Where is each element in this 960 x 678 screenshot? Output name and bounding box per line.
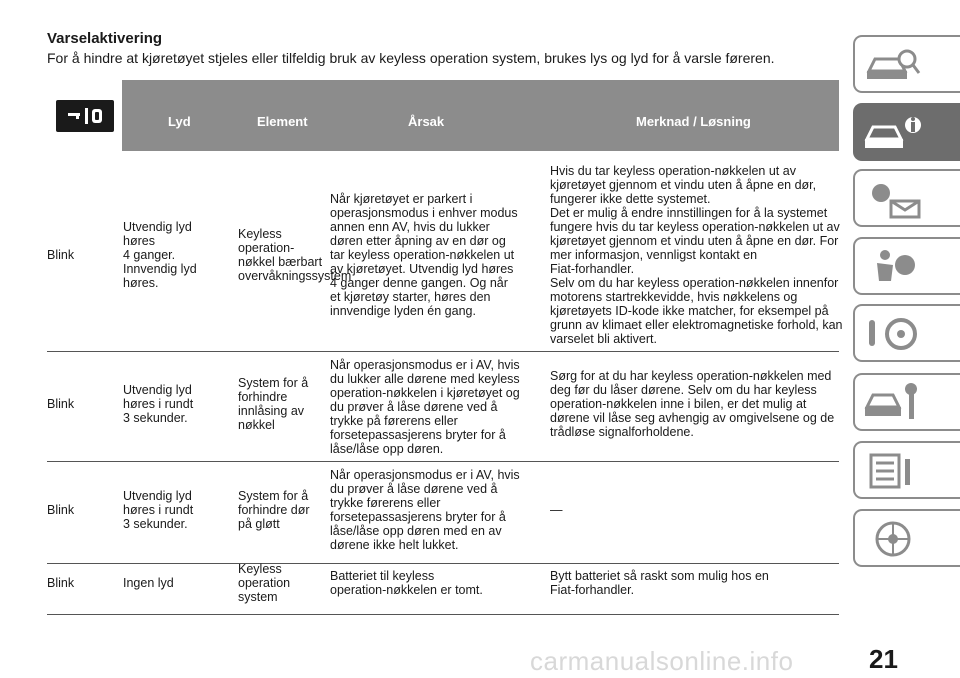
cell-merknad: — xyxy=(550,503,563,517)
side-tab-car-wrench[interactable] xyxy=(853,373,960,431)
cell-signal: Blink xyxy=(47,503,75,517)
cell-element: Keyless operation- nøkkel bærbart overvåkningssystem xyxy=(238,227,352,283)
cell-signal: Blink xyxy=(47,576,75,590)
cell-lyd: Ingen lyd xyxy=(123,576,174,590)
cell-signal: Blink xyxy=(47,397,75,411)
key-steering-wheel-icon xyxy=(863,314,923,359)
header-merknad: Merknad / Løsning xyxy=(636,114,751,129)
side-tab-car-search[interactable] xyxy=(853,35,960,93)
cell-merknad: Sørg for at du har keyless operation-nøkkelen med deg før du låser dørene. Selv om du har keyless operation-nøkkelen inne i bilen, er det mulig at dørene vil låse seg avhengig av omgivelsene og de trådløse signalforholdene. xyxy=(550,369,835,439)
car-search-icon xyxy=(863,45,923,90)
warning-table xyxy=(47,80,843,604)
header-icon-cell xyxy=(47,80,122,151)
intro-text: For å hindre at kjøretøyet stjeles eller tilfeldig bruk av keyless operation system, brukes lys og lyd for å varsle føreren. xyxy=(47,50,775,66)
cell-merknad: Bytt batteriet så raskt som mulig hos en Fiat-forhandler. xyxy=(550,569,769,597)
cell-arsak: Når kjøretøyet er parkert i operasjonsmodus i enhver modus annen enn AV, hvis du lukker døren etter åpning av en dør og tar keyless operation-nøkkelen ut av kjøretøyet. Utvendig lyd høres 4 ganger denne gangen. Og når et kjøretøy starter, høres den innvendige lyden én gang. xyxy=(330,192,518,318)
cell-lyd: Utvendig lyd høres 4 ganger. Innvendig lyd høres. xyxy=(123,220,197,290)
specifications-list-icon xyxy=(863,451,923,496)
car-wrench-icon xyxy=(863,383,923,428)
cell-signal: Blink xyxy=(47,248,75,262)
cell-arsak: Når operasjonsmodus er i AV, hvis du prøver å låse dørene ved å trykke førerens eller forsetepassasjerens bryter for å låse/låse opp døren med en av dørene ikke helt lukket. xyxy=(330,468,520,552)
table-header xyxy=(47,80,839,151)
watermark: carmanualsonline.info xyxy=(530,646,794,676)
header-arsak: Årsak xyxy=(408,114,445,129)
side-tab-specifications-list[interactable] xyxy=(853,441,960,499)
airbag-person-icon xyxy=(863,247,923,292)
cell-element: System for å forhindre dør på gløtt xyxy=(238,489,310,531)
row-separator xyxy=(47,563,839,564)
row-separator xyxy=(47,614,839,615)
side-tab-airbag-person[interactable] xyxy=(853,237,960,295)
cell-arsak: Batteriet til keyless operation-nøkkelen er tomt. xyxy=(330,569,483,597)
header-lyd: Lyd xyxy=(168,114,191,129)
side-navigation xyxy=(853,0,960,678)
cell-element: Keyless operation system xyxy=(238,562,291,604)
alphabet-index-icon xyxy=(863,519,923,564)
side-tab-key-steering-wheel[interactable] xyxy=(853,304,960,362)
key-warning-icon xyxy=(56,100,114,132)
section-heading: Varselaktivering xyxy=(47,30,163,47)
side-tab-warning-lights[interactable] xyxy=(853,169,960,227)
cell-lyd: Utvendig lyd høres i rundt 3 sekunder. xyxy=(123,489,194,531)
side-tab-car-info[interactable] xyxy=(853,103,960,161)
warning-lights-icon xyxy=(863,179,923,224)
cell-lyd: Utvendig lyd høres i rundt 3 sekunder. xyxy=(123,383,194,425)
car-info-icon xyxy=(863,113,923,158)
side-tab-alphabet-index[interactable] xyxy=(853,509,960,567)
cell-element: System for å forhindre innlåsing av nøkkel xyxy=(238,376,309,432)
row-separator xyxy=(47,351,839,352)
header-element: Element xyxy=(257,114,308,129)
cell-arsak: Når operasjonsmodus er i AV, hvis du lukker alle dørene med keyless operation-nøkkelen i kjøretøyet og du prøver å låse dørene ved å trykke på førerens eller forsetepassasjerens bryter for å låse/låse opp døren. xyxy=(330,358,520,456)
page-number: 21 xyxy=(869,644,898,674)
row-separator xyxy=(47,461,839,462)
cell-merknad: Hvis du tar keyless operation-nøkkelen ut av kjøretøyet gjennom et vindu uten å åpne en dør, fungerer ikke dette systemet. Det er mulig å endre innstillingen for å la systemet fungere hvis du tar keyless operation-nøkkelen ut av kjøretøyet gjennom et vindu uten å åpne en dør. For mer informasjon, vennligst kontakt en Fiat-forhandler. Selv om du har keyless operation-nøkkelen innenfor motorens startrekkevidde, hvis nøkkelens og kjøretøyets ID-kode ikke matcher, for eksempel på grunn av klimaet eller elektromagnetiske forhold, kan varselet bli aktivert. xyxy=(550,164,843,346)
